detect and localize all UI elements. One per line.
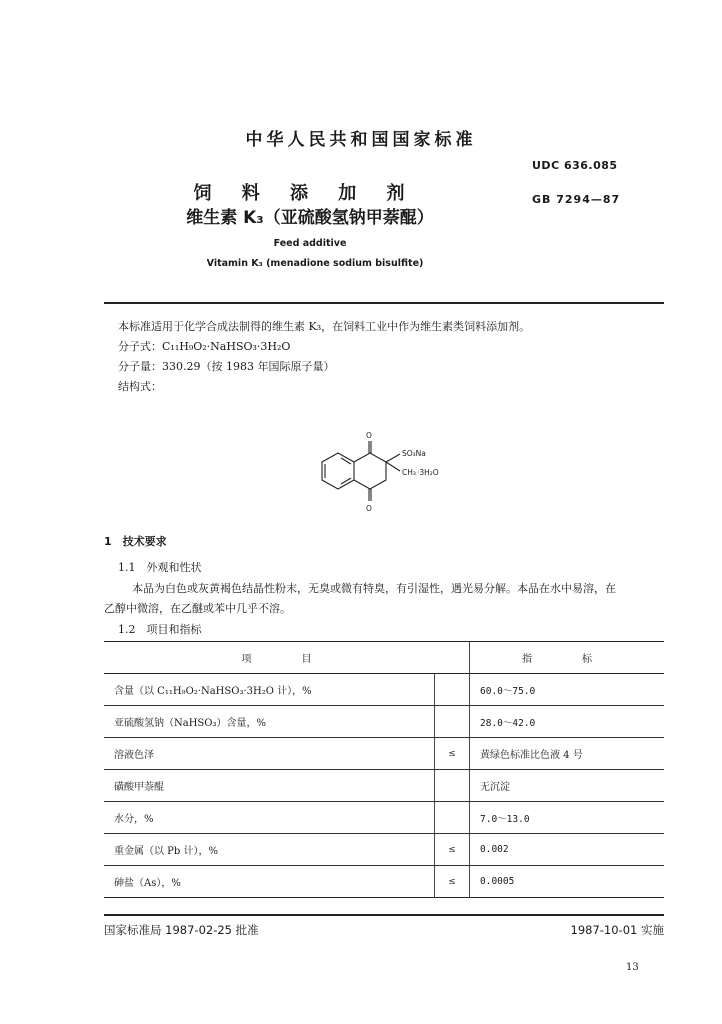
column-header-item: 项 目 bbox=[104, 642, 470, 674]
item-cell: 重金属（以 Pb 计），% bbox=[104, 834, 435, 866]
gb-code: GB 7294—87 bbox=[532, 193, 621, 206]
item-cell: 亚硫酸氢钠（NaHSO₃）含量，% bbox=[104, 706, 435, 738]
value-cell: 7.0～13.0 bbox=[480, 813, 530, 825]
table-row bbox=[104, 802, 664, 834]
comparator-cell bbox=[435, 802, 470, 834]
item-cell: 磺酸甲萘醌 bbox=[104, 770, 435, 802]
approval-date: 国家标准局 1987-02-25 批准 bbox=[104, 923, 259, 937]
english-title: Feed additive bbox=[273, 238, 347, 249]
table-header-row bbox=[104, 642, 664, 674]
item-cell: 水分，% bbox=[104, 802, 435, 834]
specification-table bbox=[104, 641, 664, 898]
footer-rule bbox=[104, 914, 664, 916]
column-header-index: 指 标 bbox=[522, 654, 612, 665]
comparator-cell: ≤ bbox=[435, 834, 470, 866]
comparator-cell bbox=[435, 770, 470, 802]
national-standard-heading: 中华人民共和国国家标准 bbox=[245, 130, 477, 150]
page-number: 13 bbox=[626, 962, 639, 973]
table-row bbox=[104, 706, 664, 738]
methyl-group: CH₃ bbox=[402, 468, 416, 477]
molecular-formula: 分子式：C₁₁H₉O₂·NaHSO₃·3H₂O bbox=[118, 340, 291, 353]
table-row bbox=[104, 674, 664, 706]
value-cell: 无沉淀 bbox=[480, 782, 510, 793]
item-cell: 砷盐（As），% bbox=[104, 866, 435, 898]
comparator-cell: ≤ bbox=[435, 866, 470, 898]
standard-title: 饲 料 添 加 剂 bbox=[193, 183, 417, 204]
english-subtitle: Vitamin K₃ (menadione sodium bisulfite) bbox=[206, 258, 424, 269]
subsection-heading-items: 1.2 项目和指标 bbox=[118, 623, 202, 636]
sulfonate-group: SO₃Na bbox=[402, 449, 426, 458]
value-cell: 0.002 bbox=[480, 844, 509, 855]
comparator-cell: ≤ bbox=[435, 738, 470, 770]
section-heading-technical-requirements: 1 技术要求 bbox=[104, 535, 167, 548]
appearance-text-line2: 乙醇中微溶，在乙醚或苯中几乎不溶。 bbox=[104, 602, 291, 615]
structural-formula bbox=[300, 425, 450, 520]
table-row bbox=[104, 866, 664, 898]
udc-code: UDC 636.085 bbox=[532, 159, 618, 172]
table-row bbox=[104, 834, 664, 866]
table-row bbox=[104, 738, 664, 770]
effective-date: 1987-10-01 实施 bbox=[570, 923, 664, 937]
subsection-heading-appearance: 1.1 外观和性状 bbox=[118, 561, 202, 574]
value-cell: 28.0～42.0 bbox=[480, 717, 536, 729]
hydrate-water: ·3H₂O bbox=[417, 468, 439, 477]
item-cell: 含量（以 C₁₁H₉O₂·NaHSO₃·3H₂O 计），% bbox=[104, 674, 435, 706]
scope-paragraph: 本标准适用于化学合成法制得的维生素 K₃，在饲料工业中作为维生素类饲料添加剂。 bbox=[118, 320, 531, 333]
value-cell: 60.0～75.0 bbox=[480, 685, 536, 697]
item-cell: 溶液色泽 bbox=[104, 738, 435, 770]
table-row bbox=[104, 770, 664, 802]
comparator-cell bbox=[435, 706, 470, 738]
carbonyl-oxygen-top: O bbox=[366, 431, 372, 440]
standard-subtitle: 维生素 K₃（亚硫酸氢钠甲萘醌） bbox=[186, 208, 434, 228]
comparator-cell bbox=[435, 674, 470, 706]
value-cell: 0.0005 bbox=[480, 876, 515, 887]
molecular-weight: 分子量：330.29（按 1983 年国际原子量） bbox=[118, 360, 335, 373]
structure-label: 结构式： bbox=[118, 380, 162, 393]
header-rule bbox=[104, 302, 664, 304]
appearance-text-line1: 本品为白色或灰黄褐色结晶性粉末，无臭或微有特臭，有引湿性，遇光易分解。本品在水中易溶，在 bbox=[132, 582, 616, 595]
value-cell: 黄绿色标准比色液 4 号 bbox=[480, 750, 583, 761]
carbonyl-oxygen-bottom: O bbox=[366, 504, 372, 513]
